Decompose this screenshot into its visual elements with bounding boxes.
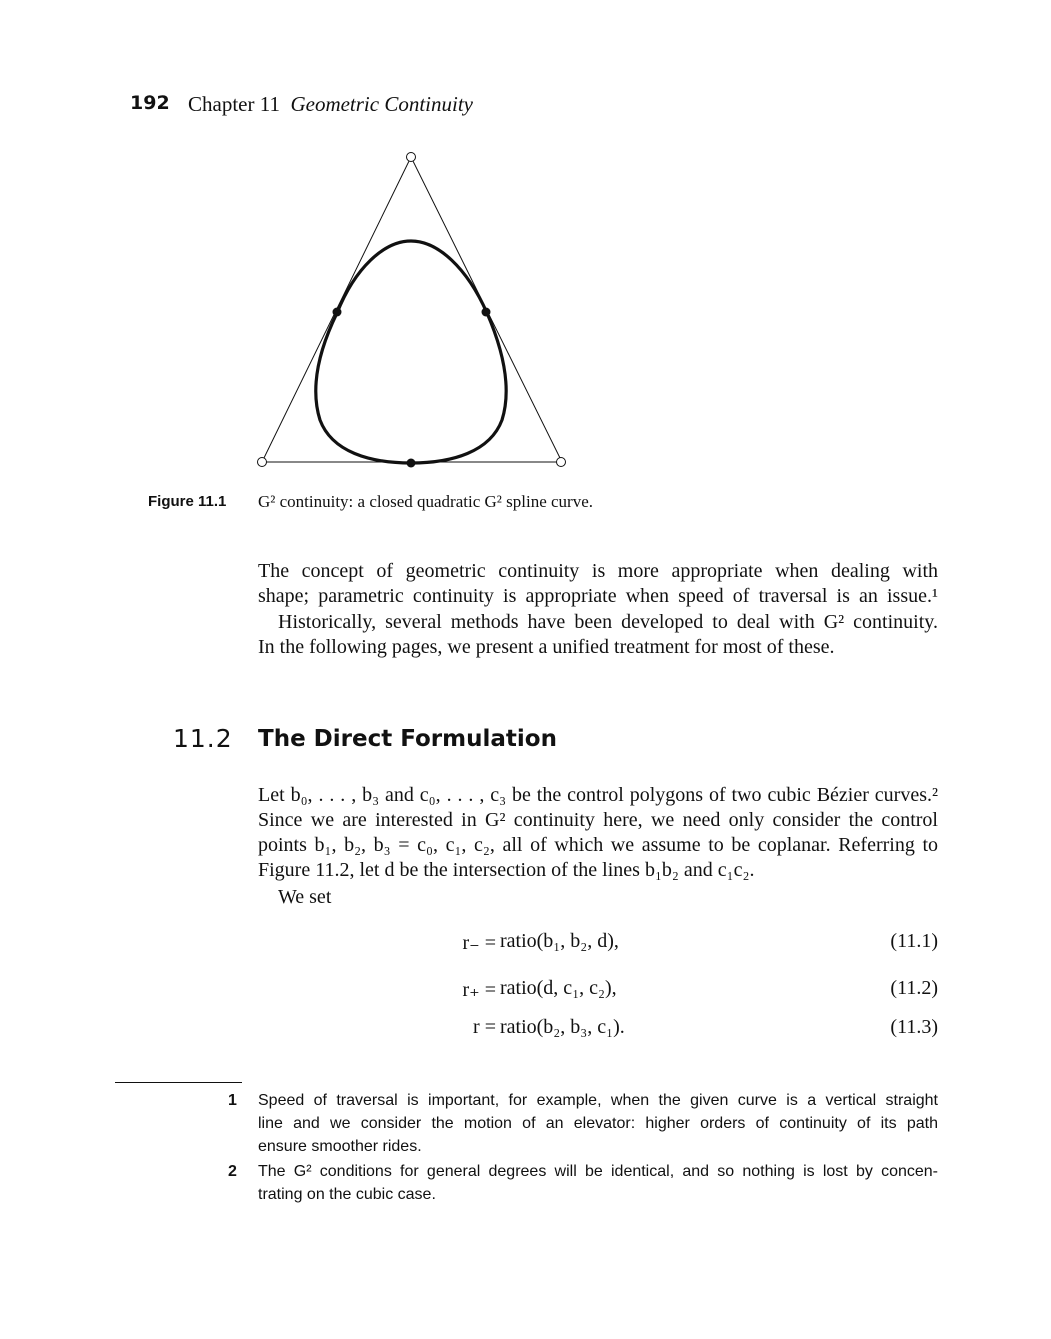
equation-rhs: ratio(b₁, b₂, d), [500,930,619,952]
text-line: Figure 11.2, let d be the intersection of the lines b₁b₂ and c₁c₂. [258,859,755,881]
chapter-label: Chapter 11 [188,92,280,116]
equation-number: (11.3) [890,1016,938,1038]
footnote-number: 2 [228,1163,237,1180]
text-line: points b₁, b₂, b₃ = c₀, c₁, c₂, all of which we assume to be coplanar. Referring to [258,834,938,856]
junction-point-left [333,308,342,317]
figure-caption: G² continuity: a closed quadratic G² spline curve. [258,492,593,511]
text-line: We set [278,886,332,908]
section-number: 11.2 [173,724,233,753]
junction-point-right [482,308,491,317]
junction-point-bottom [407,459,416,468]
text-line: shape; parametric continuity is appropriate when speed of traversal is an issue.¹ [258,585,938,607]
equation-lhs: r₋ = [462,932,496,954]
chapter-title: Geometric Continuity [290,92,474,116]
g2-spline-curve [316,241,506,463]
equation-lhs: r = [473,1016,496,1038]
equation-rhs: ratio(b₂, b₃, c₁). [500,1016,625,1038]
footnote-number: 1 [228,1092,237,1109]
footnote-line: line and we consider the motion of an elevator: higher orders of continuity of its path [258,1115,938,1132]
control-point-top [407,153,416,162]
control-point-right [557,458,566,467]
equation-rhs: ratio(d, c₁, c₂), [500,977,617,999]
footnote-line: ensure smoother rides. [258,1138,422,1155]
equation-number: (11.2) [890,977,938,999]
figure-label: Figure 11.1 [148,493,227,510]
equation-lhs: r₊ = [462,979,496,1001]
footnote-line: trating on the cubic case. [258,1186,436,1203]
text-line: Historically, several methods have been developed to deal with G² continuity. [278,611,938,633]
footnote-line: Speed of traversal is important, for example, when the given curve is a vertical straight [258,1092,938,1109]
footnote-line: The G² conditions for general degrees will be identical, and so nothing is lost by concen- [258,1163,938,1180]
text-line: Let b₀, . . . , b₃ and c₀, . . . , c₃ be the control polygons of two cubic Bézier curves.² [258,784,938,806]
control-point-left [258,458,267,467]
section-title: The Direct Formulation [258,726,557,752]
text-line: In the following pages, we present a unified treatment for most of these. [258,636,835,658]
text-line: The concept of geometric continuity is more appropriate when dealing with [258,560,938,582]
footnote-rule [115,1082,242,1083]
control-triangle [262,157,562,462]
equation-number: (11.1) [890,930,938,952]
page-number: 192 [130,92,170,114]
text-line: Since we are interested in G² continuity here, we need only consider the control [258,809,938,831]
